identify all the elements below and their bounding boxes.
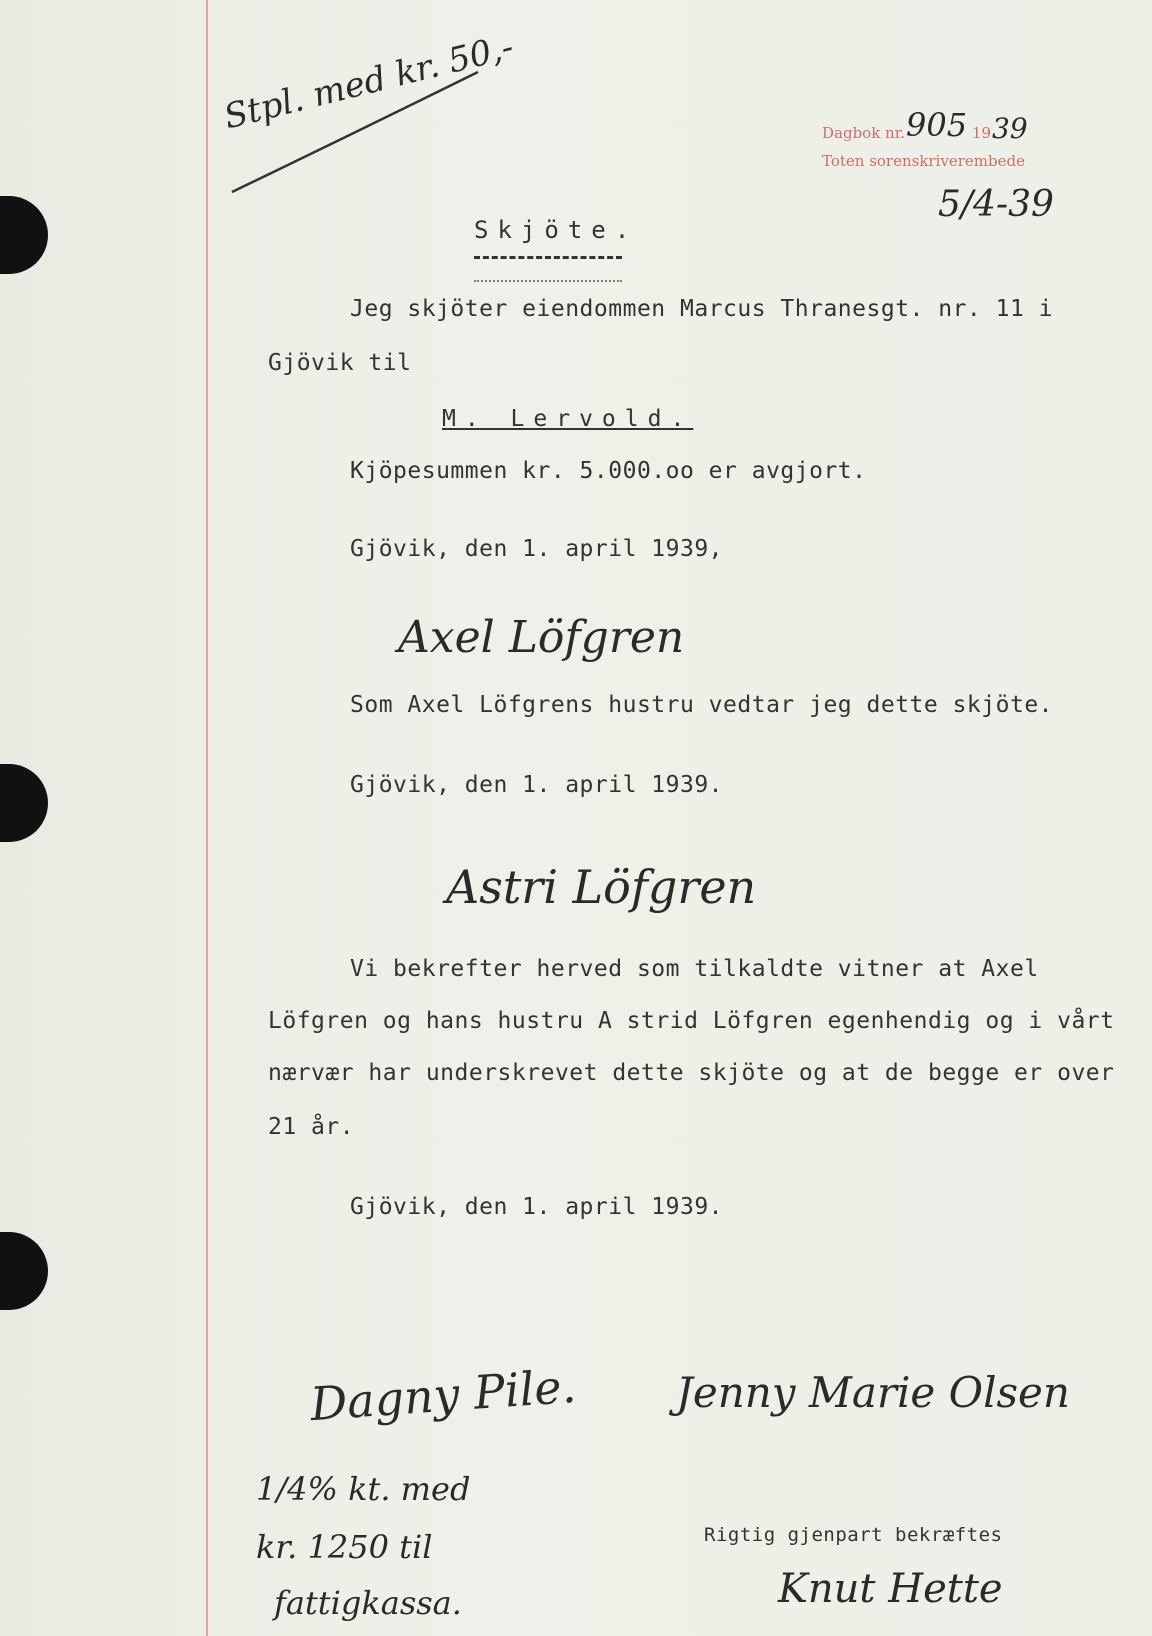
stamp-date: 5/4-39 bbox=[938, 184, 1054, 225]
place-date-1: Gjövik, den 1. april 1939, bbox=[350, 536, 724, 562]
buyer-name: M. Lervold. bbox=[442, 406, 694, 432]
signature-axel: Axel Löfgren bbox=[398, 612, 685, 663]
stamp-dagbok-label: Dagbok nr. bbox=[822, 124, 906, 142]
stamp-year-prefix: 19 bbox=[972, 124, 992, 142]
certification-signature: Knut Hette bbox=[778, 1566, 1003, 1612]
witness-line-4: 21 år. bbox=[268, 1114, 355, 1140]
witness-signature-2: Jenny Marie Olsen bbox=[676, 1368, 1070, 1417]
margin-note: Stpl. med kr. 50,- bbox=[220, 26, 518, 138]
fee-note-line-3: fattigkassa. bbox=[274, 1584, 462, 1622]
witness-signature-1: Dagny Pile. bbox=[308, 1358, 578, 1432]
place-date-2: Gjövik, den 1. april 1939. bbox=[350, 772, 724, 798]
fee-note-line-1: 1/4% kt. med bbox=[256, 1470, 471, 1508]
signature-astri: Astri Löfgren bbox=[446, 860, 757, 914]
title-underline bbox=[474, 256, 622, 259]
stamp-dagbok-number: 905 bbox=[906, 106, 968, 144]
witness-line-2: Löfgren og hans hustru A strid Löfgren egenhendig og i vårt bbox=[268, 1008, 1115, 1034]
stamp-year-suffix: 39 bbox=[992, 112, 1028, 145]
certification-text: Rigtig gjenpart bekræftes bbox=[704, 1524, 1003, 1546]
body-line-2: Gjövik til bbox=[268, 350, 412, 376]
fee-note-line-2: kr. 1250 til bbox=[256, 1528, 433, 1566]
title-underline-dotted bbox=[474, 280, 622, 282]
body-line-3: Kjöpesummen kr. 5.000.oo er avgjort. bbox=[350, 458, 867, 484]
body-line-1: Jeg skjöter eiendommen Marcus Thranesgt. nr. 11 i bbox=[350, 296, 1054, 322]
witness-line-1: Vi bekrefter herved som tilkaldte vitner at Axel bbox=[350, 956, 1039, 982]
witness-line-3: nærvær har underskrevet dette skjöte og at de begge er over bbox=[268, 1060, 1115, 1086]
body-line-4: Som Axel Löfgrens hustru vedtar jeg dette skjöte. bbox=[350, 692, 1054, 718]
stamp-office: Toten sorenskriverembede bbox=[822, 152, 1025, 170]
document-title: Skjöte. bbox=[474, 216, 639, 244]
place-date-3: Gjövik, den 1. april 1939. bbox=[350, 1194, 724, 1220]
